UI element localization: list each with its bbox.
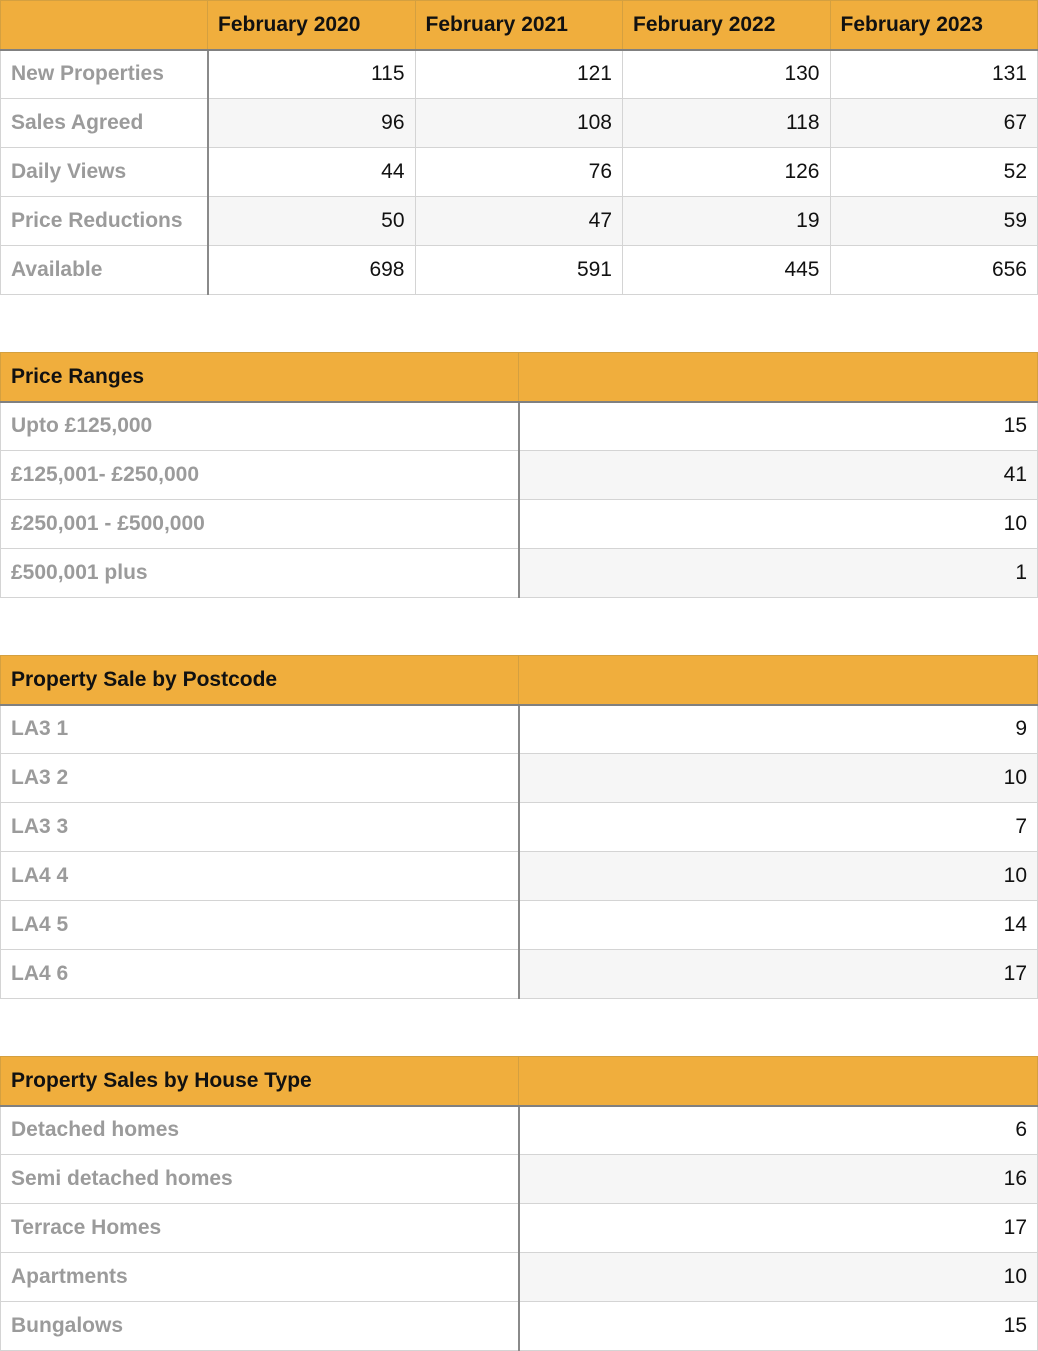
column-header-feb-2023: February 2023 bbox=[830, 1, 1038, 50]
table-cell: 9 bbox=[519, 705, 1038, 754]
table-row bbox=[1, 1204, 1038, 1253]
empty-header-cell bbox=[519, 353, 1038, 402]
table-row bbox=[1, 402, 1038, 451]
section-spacer bbox=[0, 598, 1038, 655]
table-cell: 10 bbox=[519, 852, 1038, 901]
row-label: LA4 4 bbox=[1, 852, 519, 901]
table-row bbox=[1, 99, 1038, 148]
row-label: Price Reductions bbox=[1, 197, 208, 246]
section-spacer bbox=[0, 999, 1038, 1056]
row-label: Detached homes bbox=[1, 1106, 519, 1155]
table-cell: 17 bbox=[519, 950, 1038, 999]
table-row bbox=[1, 803, 1038, 852]
corner-header-cell bbox=[1, 1, 208, 50]
table-cell: 44 bbox=[208, 148, 416, 197]
table-row bbox=[1, 852, 1038, 901]
table-cell: 108 bbox=[415, 99, 623, 148]
table-cell: 59 bbox=[830, 197, 1038, 246]
table-cell: 131 bbox=[830, 50, 1038, 99]
row-label: Apartments bbox=[1, 1253, 519, 1302]
table-cell: 19 bbox=[623, 197, 831, 246]
column-header-feb-2021: February 2021 bbox=[415, 1, 623, 50]
table-row bbox=[1, 754, 1038, 803]
table-cell: 47 bbox=[415, 197, 623, 246]
table-row bbox=[1, 500, 1038, 549]
table-cell: 96 bbox=[208, 99, 416, 148]
table-cell: 130 bbox=[623, 50, 831, 99]
row-label: Daily Views bbox=[1, 148, 208, 197]
empty-header-cell bbox=[519, 1057, 1038, 1106]
table-row bbox=[1, 1253, 1038, 1302]
table-row bbox=[1, 148, 1038, 197]
table-cell: 6 bbox=[519, 1106, 1038, 1155]
table-cell: 16 bbox=[519, 1155, 1038, 1204]
row-label: £500,001 plus bbox=[1, 549, 519, 598]
row-label: LA4 5 bbox=[1, 901, 519, 950]
table-cell: 1 bbox=[519, 549, 1038, 598]
house-type-title: Property Sales by House Type bbox=[1, 1057, 519, 1106]
row-label: LA3 1 bbox=[1, 705, 519, 754]
empty-header-cell bbox=[519, 656, 1038, 705]
table-row bbox=[1, 705, 1038, 754]
table-cell: 67 bbox=[830, 99, 1038, 148]
postcode-header-row bbox=[1, 656, 1038, 705]
row-label: Available bbox=[1, 246, 208, 295]
row-label: LA4 6 bbox=[1, 950, 519, 999]
price-ranges-title: Price Ranges bbox=[1, 353, 519, 402]
price-ranges-header-row bbox=[1, 353, 1038, 402]
table-cell: 121 bbox=[415, 50, 623, 99]
house-type-header-row bbox=[1, 1057, 1038, 1106]
table-cell: 10 bbox=[519, 500, 1038, 549]
table-row bbox=[1, 197, 1038, 246]
table-cell: 118 bbox=[623, 99, 831, 148]
market-summary-table bbox=[0, 0, 1038, 295]
postcode-table bbox=[0, 655, 1038, 999]
table-cell: 656 bbox=[830, 246, 1038, 295]
table-row bbox=[1, 549, 1038, 598]
market-summary-header-row bbox=[1, 1, 1038, 50]
table-cell: 41 bbox=[519, 451, 1038, 500]
row-label: LA3 2 bbox=[1, 754, 519, 803]
row-label: Bungalows bbox=[1, 1302, 519, 1351]
table-row bbox=[1, 246, 1038, 295]
table-cell: 15 bbox=[519, 402, 1038, 451]
row-label: £250,001 - £500,000 bbox=[1, 500, 519, 549]
section-spacer bbox=[0, 295, 1038, 352]
table-cell: 698 bbox=[208, 246, 416, 295]
table-cell: 50 bbox=[208, 197, 416, 246]
row-label: Upto £125,000 bbox=[1, 402, 519, 451]
table-row bbox=[1, 1106, 1038, 1155]
table-cell: 126 bbox=[623, 148, 831, 197]
table-row bbox=[1, 451, 1038, 500]
table-row bbox=[1, 50, 1038, 99]
table-cell: 445 bbox=[623, 246, 831, 295]
table-cell: 14 bbox=[519, 901, 1038, 950]
table-row bbox=[1, 901, 1038, 950]
table-cell: 76 bbox=[415, 148, 623, 197]
table-cell: 52 bbox=[830, 148, 1038, 197]
column-header-feb-2020: February 2020 bbox=[208, 1, 416, 50]
table-row bbox=[1, 1155, 1038, 1204]
price-ranges-table bbox=[0, 352, 1038, 598]
row-label: Terrace Homes bbox=[1, 1204, 519, 1253]
table-cell: 10 bbox=[519, 754, 1038, 803]
house-type-table bbox=[0, 1056, 1038, 1351]
postcode-title: Property Sale by Postcode bbox=[1, 656, 519, 705]
row-label: £125,001- £250,000 bbox=[1, 451, 519, 500]
table-cell: 591 bbox=[415, 246, 623, 295]
table-cell: 15 bbox=[519, 1302, 1038, 1351]
table-row bbox=[1, 950, 1038, 999]
table-cell: 10 bbox=[519, 1253, 1038, 1302]
table-row bbox=[1, 1302, 1038, 1351]
row-label: New Properties bbox=[1, 50, 208, 99]
table-cell: 17 bbox=[519, 1204, 1038, 1253]
column-header-feb-2022: February 2022 bbox=[623, 1, 831, 50]
row-label: Sales Agreed bbox=[1, 99, 208, 148]
table-cell: 115 bbox=[208, 50, 416, 99]
row-label: LA3 3 bbox=[1, 803, 519, 852]
table-cell: 7 bbox=[519, 803, 1038, 852]
row-label: Semi detached homes bbox=[1, 1155, 519, 1204]
